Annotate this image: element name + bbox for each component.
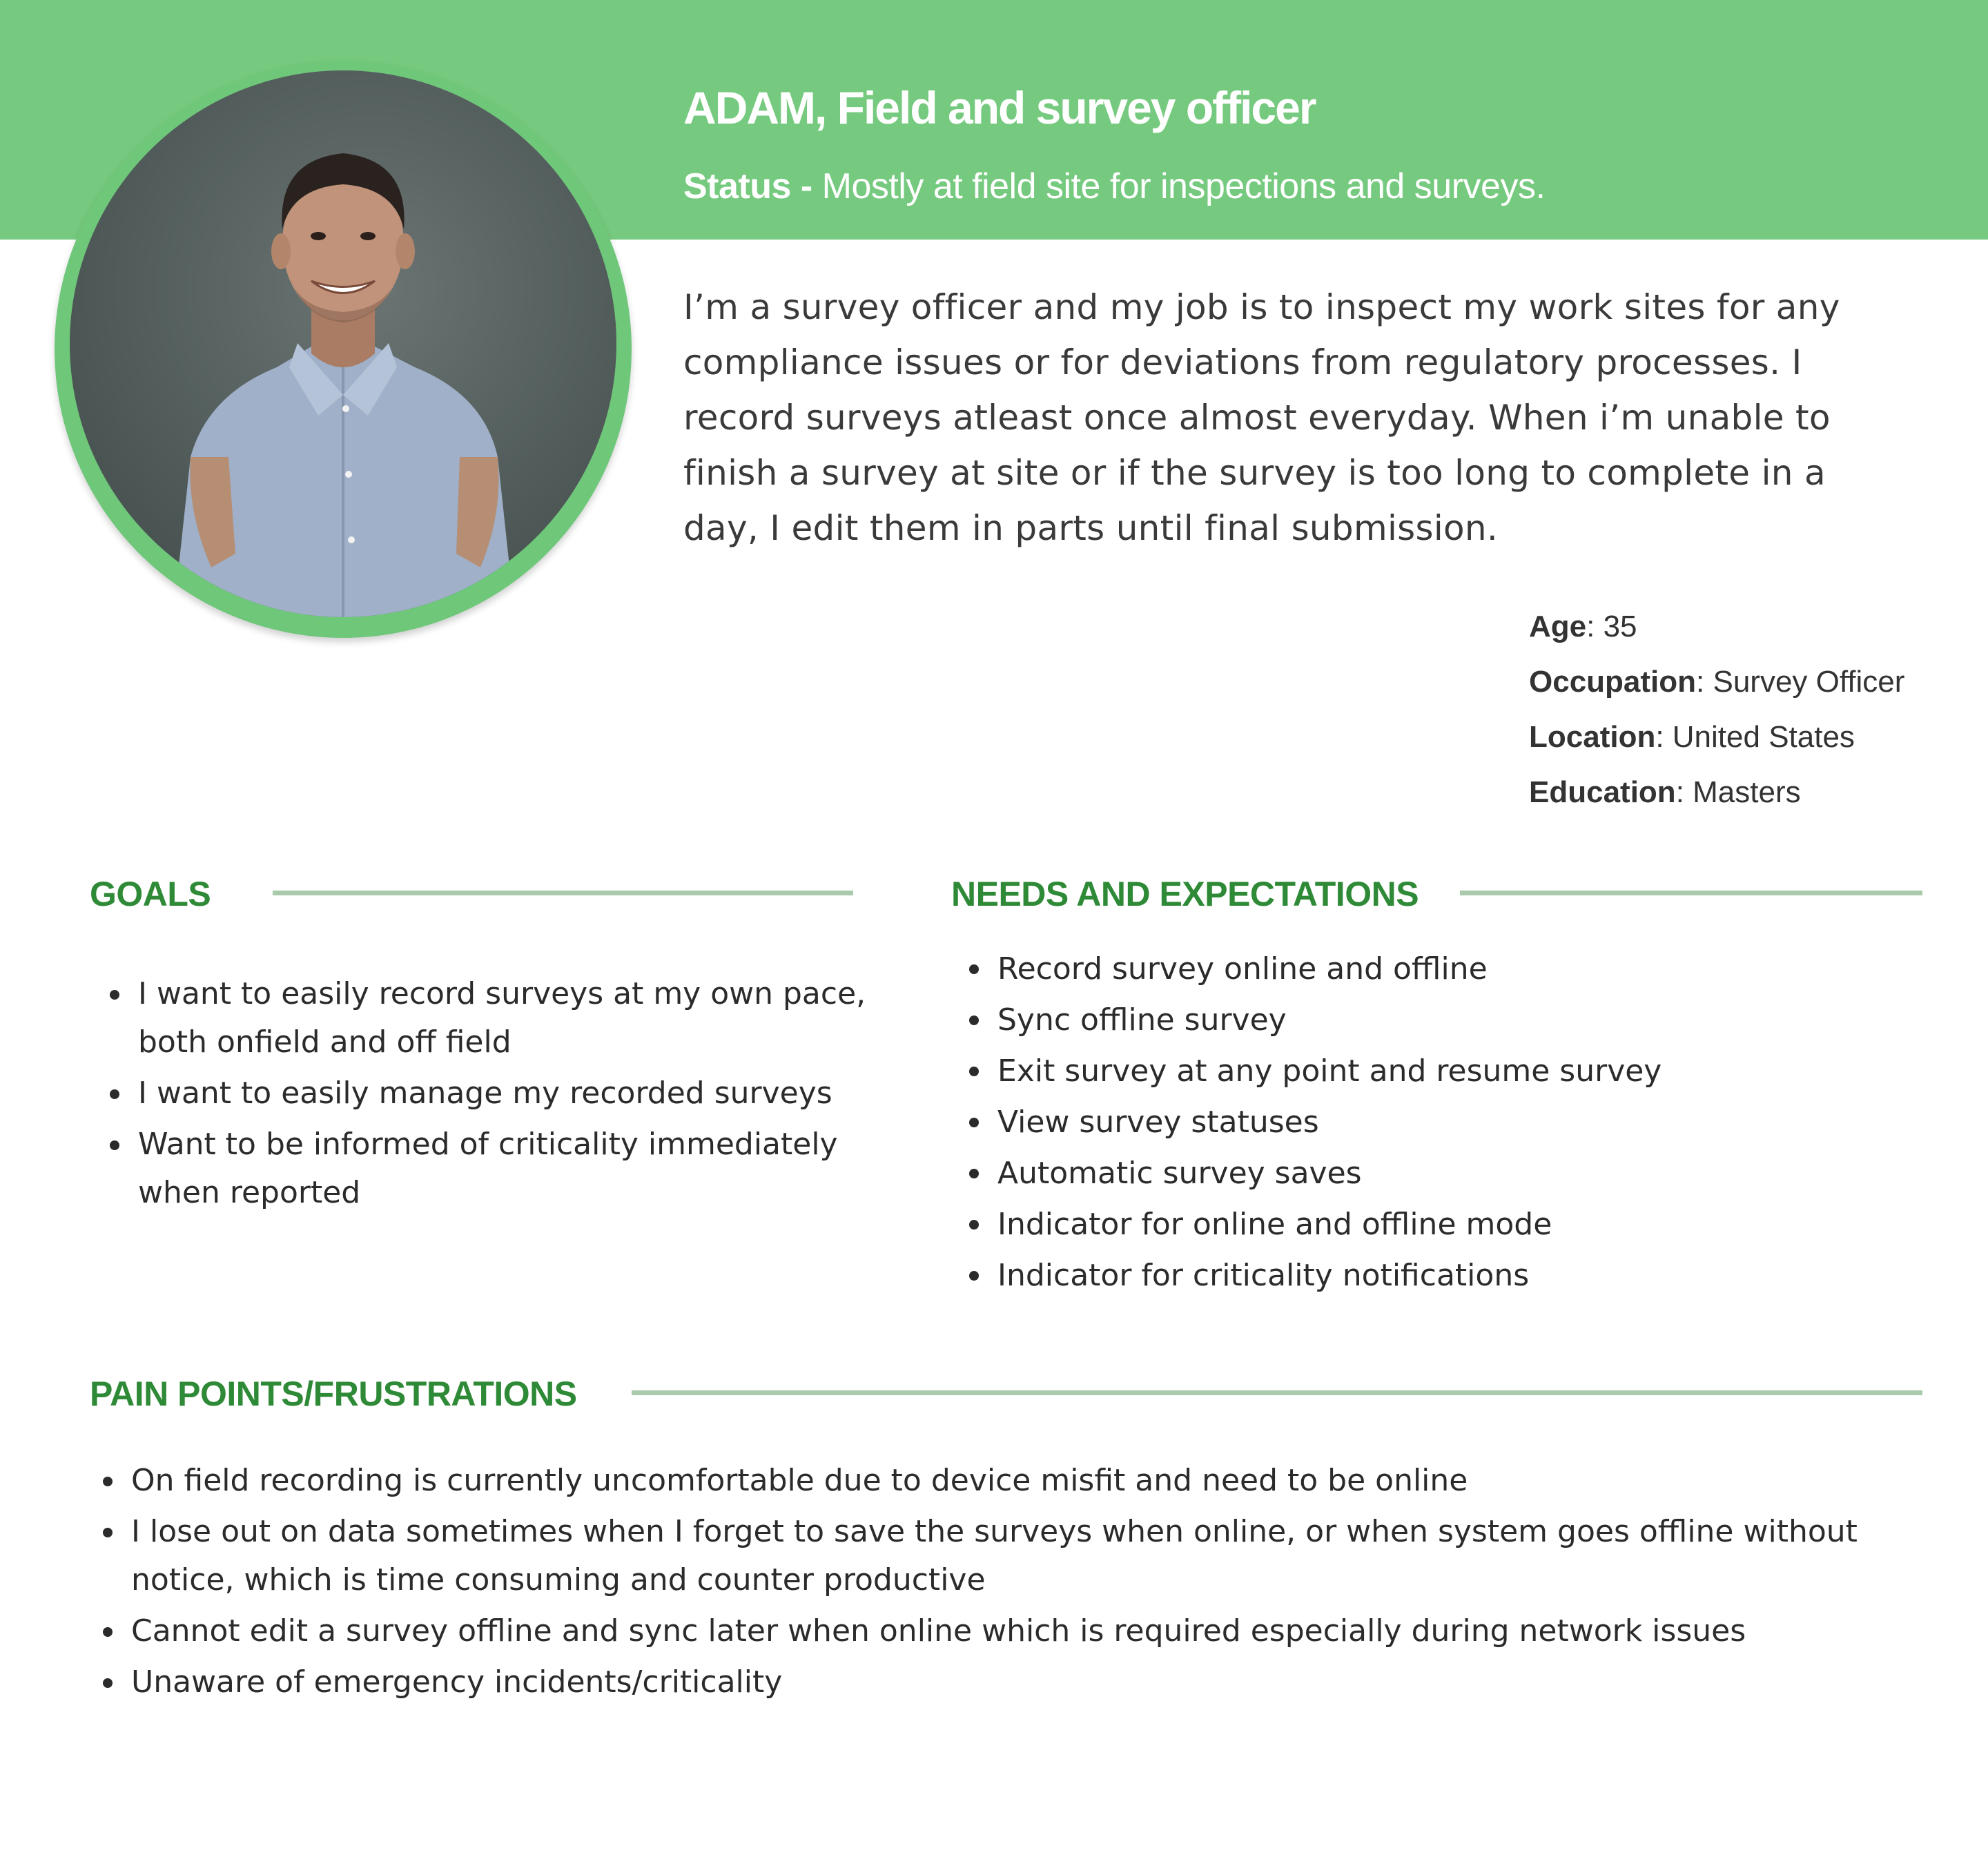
needs-divider bbox=[1460, 891, 1922, 895]
goal-item: I want to easily record surveys at my own pace, both onfield and off field bbox=[107, 970, 866, 1067]
bullet-icon bbox=[103, 1678, 113, 1688]
fact-location bbox=[1529, 717, 1904, 772]
bullet-icon bbox=[110, 1089, 119, 1099]
goal-item: I want to easily manage my recorded surveys bbox=[107, 1069, 866, 1118]
status-text: Mostly at field site for inspections and surveys. bbox=[821, 166, 1546, 206]
need-item: Exit survey at any point and resume survey bbox=[966, 1046, 1661, 1097]
person-portrait-icon bbox=[70, 70, 616, 617]
pain-points-divider bbox=[632, 1390, 1922, 1395]
bullet-icon bbox=[103, 1627, 113, 1637]
bio-line: I’m a survey officer and my job is to inspect my work sites for any bbox=[683, 287, 1840, 327]
bio-line: record surveys atleast once almost everyday. When i’m unable to bbox=[683, 398, 1831, 438]
status-label: Status - bbox=[683, 166, 812, 206]
bullet-icon bbox=[969, 1271, 979, 1281]
bio-line: compliance issues or for deviations from regulatory processes. I bbox=[683, 342, 1802, 382]
avatar-photo bbox=[70, 70, 616, 617]
pain-point-item: Cannot edit a survey offline and sync later when online which is required especially during network issues bbox=[100, 1607, 1858, 1655]
persona-facts bbox=[1529, 606, 1904, 827]
need-item: Indicator for criticality notifications bbox=[966, 1250, 1661, 1301]
goals-heading: GOALS bbox=[90, 875, 211, 913]
fact-value: : 35 bbox=[1586, 610, 1637, 643]
fact-value: : Survey Officer bbox=[1696, 665, 1905, 699]
bullet-icon bbox=[969, 1067, 979, 1076]
need-item: Record survey online and offline bbox=[966, 944, 1661, 995]
needs-heading: NEEDS AND EXPECTATIONS bbox=[951, 875, 1419, 913]
needs-list bbox=[966, 944, 1661, 1301]
bio-line: day, I edit them in parts until final submission. bbox=[683, 508, 1499, 548]
fact-occupation bbox=[1529, 661, 1904, 717]
need-item: Automatic survey saves bbox=[966, 1148, 1661, 1199]
goals-divider bbox=[273, 891, 853, 895]
bullet-icon bbox=[110, 1140, 119, 1150]
fact-education bbox=[1529, 772, 1904, 827]
pain-point-item: Unaware of emergency incidents/criticality bbox=[100, 1658, 1858, 1707]
pain-point-item: On field recording is currently uncomfortable due to device misfit and need to be online bbox=[100, 1457, 1858, 1505]
fact-value: : Masters bbox=[1675, 775, 1801, 809]
persona-status bbox=[683, 166, 1545, 207]
fact-label: Location bbox=[1529, 720, 1656, 754]
bullet-icon bbox=[110, 990, 119, 1000]
fact-age bbox=[1529, 606, 1904, 661]
bullet-icon bbox=[969, 1169, 979, 1178]
need-item: Sync offline survey bbox=[966, 995, 1661, 1046]
bullet-icon bbox=[969, 1118, 979, 1127]
pain-points-heading: PAIN POINTS/FRUSTRATIONS bbox=[90, 1374, 577, 1413]
fact-label: Education bbox=[1529, 775, 1676, 809]
bio-line: finish a survey at site or if the survey is too long to complete in a bbox=[683, 453, 1826, 493]
pain-point-item: I lose out on data sometimes when I forget to save the surveys when online, or when system goes offline without notice, which is time consuming and counter productive bbox=[100, 1508, 1858, 1604]
goals-list bbox=[107, 970, 866, 1220]
need-item: View survey statuses bbox=[966, 1097, 1661, 1148]
avatar bbox=[55, 61, 632, 638]
bullet-icon bbox=[103, 1528, 113, 1537]
persona-title: ADAM, Field and survey officer bbox=[683, 82, 1316, 133]
fact-value: : United States bbox=[1655, 720, 1855, 754]
pain-points-list bbox=[100, 1457, 1858, 1709]
bullet-icon bbox=[969, 964, 979, 974]
bullet-icon bbox=[969, 1016, 979, 1025]
bullet-icon bbox=[969, 1220, 979, 1230]
need-item: Indicator for online and offline mode bbox=[966, 1199, 1661, 1250]
bullet-icon bbox=[103, 1477, 113, 1486]
fact-label: Age bbox=[1529, 610, 1587, 643]
fact-label: Occupation bbox=[1529, 665, 1697, 699]
persona-bio bbox=[683, 280, 1926, 556]
goal-item: Want to be informed of criticality immediately when reported bbox=[107, 1120, 866, 1217]
